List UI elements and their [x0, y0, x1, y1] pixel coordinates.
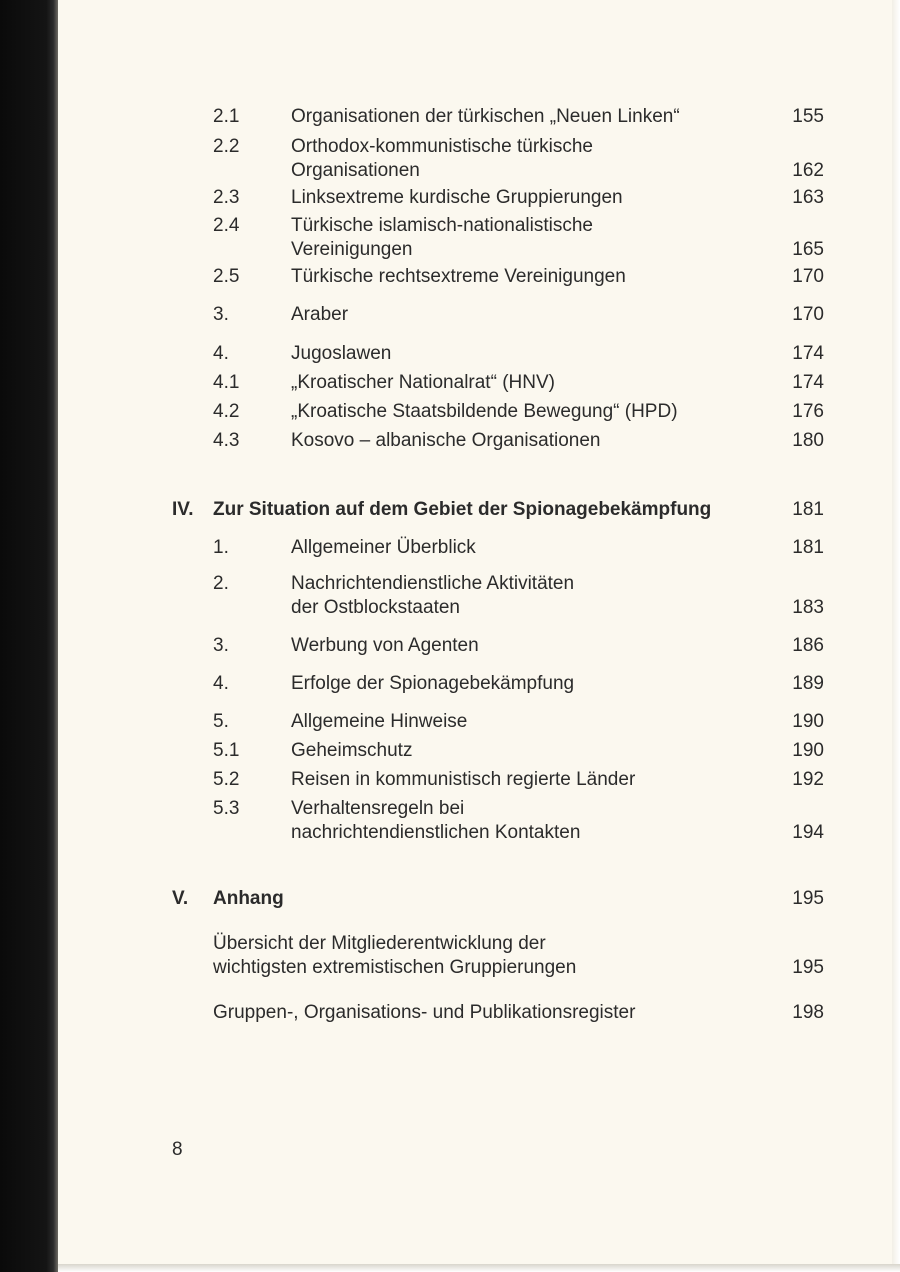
toc-entry-page: 155	[792, 106, 824, 127]
toc-entry-page: 170	[792, 266, 824, 287]
toc-entry-title: Organisationen der türkischen „Neuen Linken“	[291, 106, 680, 127]
toc-entry-title: Allgemeiner Überblick	[291, 537, 476, 558]
toc-entry-title: Gruppen-, Organisations- und Publikationsregister	[213, 1002, 636, 1023]
toc-entry-number: 4.2	[213, 401, 240, 422]
toc-entry-page: 181	[792, 537, 824, 558]
toc-entry-page: 162	[792, 160, 824, 181]
toc-entry-title: Türkische islamisch-nationalistische Vereinigungen	[291, 215, 593, 260]
toc-entry-title: Verhaltensregeln bei nachrichtendienstlichen Kontakten	[291, 798, 581, 843]
toc-entry-title: Allgemeine Hinweise	[291, 711, 468, 732]
page-right-edge	[892, 0, 900, 1272]
toc-entry-page: 189	[792, 673, 824, 694]
toc-entry-page: 192	[792, 769, 824, 790]
toc-entry-number: 1.	[213, 537, 229, 558]
toc-entry-title: Linksextreme kurdische Gruppierungen	[291, 187, 623, 208]
toc-entry-number: 3.	[213, 635, 229, 656]
toc-entry-page: 190	[792, 740, 824, 761]
page-bottom-edge	[58, 1264, 900, 1272]
toc-entry-page: 194	[792, 822, 824, 843]
toc-entry-number: 4.	[213, 673, 229, 694]
toc-entry-page: 186	[792, 635, 824, 656]
toc-entry-title: Kosovo – albanische Organisationen	[291, 430, 601, 451]
toc-section-title: Zur Situation auf dem Gebiet der Spionagebekämpfung	[213, 499, 712, 520]
toc-entry-number: 2.2	[213, 136, 240, 157]
toc-entry-title: Araber	[291, 304, 349, 325]
toc-entry-page: 198	[792, 1002, 824, 1023]
toc-entry-page: 195	[792, 957, 824, 978]
toc-entry-page: 176	[792, 401, 824, 422]
toc-entry-number: 5.	[213, 711, 229, 732]
toc-entry-number: 4.3	[213, 430, 240, 451]
toc-entry-number: 4.	[213, 343, 229, 364]
toc-entry-page: 163	[792, 187, 824, 208]
toc-entry-title: Türkische rechtsextreme Vereinigungen	[291, 266, 626, 287]
toc-section-number: IV.	[172, 499, 194, 520]
toc-entry-page: 181	[792, 499, 824, 520]
toc-entry-title: Nachrichtendienstliche Aktivitäten der Ostblockstaaten	[291, 573, 575, 618]
toc-entry-title: „Kroatischer Nationalrat“ (HNV)	[291, 372, 555, 393]
toc-entry-page: 174	[792, 343, 824, 364]
toc-entry-number: 2.3	[213, 187, 240, 208]
toc-entry-number: 5.2	[213, 769, 240, 790]
toc-entry-number: 4.1	[213, 372, 240, 393]
toc-entry-page: 170	[792, 304, 824, 325]
toc-entry-page: 195	[792, 888, 824, 909]
toc-entry-page: 180	[792, 430, 824, 451]
toc-entry-title: Reisen in kommunistisch regierte Länder	[291, 769, 636, 790]
toc-entry-title: Werbung von Agenten	[291, 635, 479, 656]
page-number: 8	[172, 1139, 183, 1160]
toc-entry-title: Geheimschutz	[291, 740, 413, 761]
book-spine-shadow	[0, 0, 58, 1272]
toc-entry-page: 165	[792, 239, 824, 260]
toc-entry-title: Orthodox-kommunistische türkische Organisationen	[291, 136, 593, 181]
toc-entry-title: „Kroatische Staatsbildende Bewegung“ (HPD)	[291, 401, 678, 422]
toc-entry-number: 2.5	[213, 266, 240, 287]
toc-section-title: Anhang	[213, 888, 284, 909]
toc-entry-number: 5.3	[213, 798, 240, 819]
toc-entry-page: 174	[792, 372, 824, 393]
toc-entry-number: 5.1	[213, 740, 240, 761]
toc-entry-number: 2.4	[213, 215, 240, 236]
toc-entry-title: Jugoslawen	[291, 343, 392, 364]
toc-entry-number: 3.	[213, 304, 229, 325]
toc-entry-page: 183	[792, 597, 824, 618]
toc-entry-page: 190	[792, 711, 824, 732]
toc-section-number: V.	[172, 888, 189, 909]
toc-entry-title: Erfolge der Spionagebekämpfung	[291, 673, 575, 694]
toc-entry-number: 2.1	[213, 106, 240, 127]
toc-entry-number: 2.	[213, 573, 229, 594]
toc-entry-title: Übersicht der Mitgliederentwicklung der wichtigsten extremistischen Gruppierungen	[213, 933, 577, 978]
